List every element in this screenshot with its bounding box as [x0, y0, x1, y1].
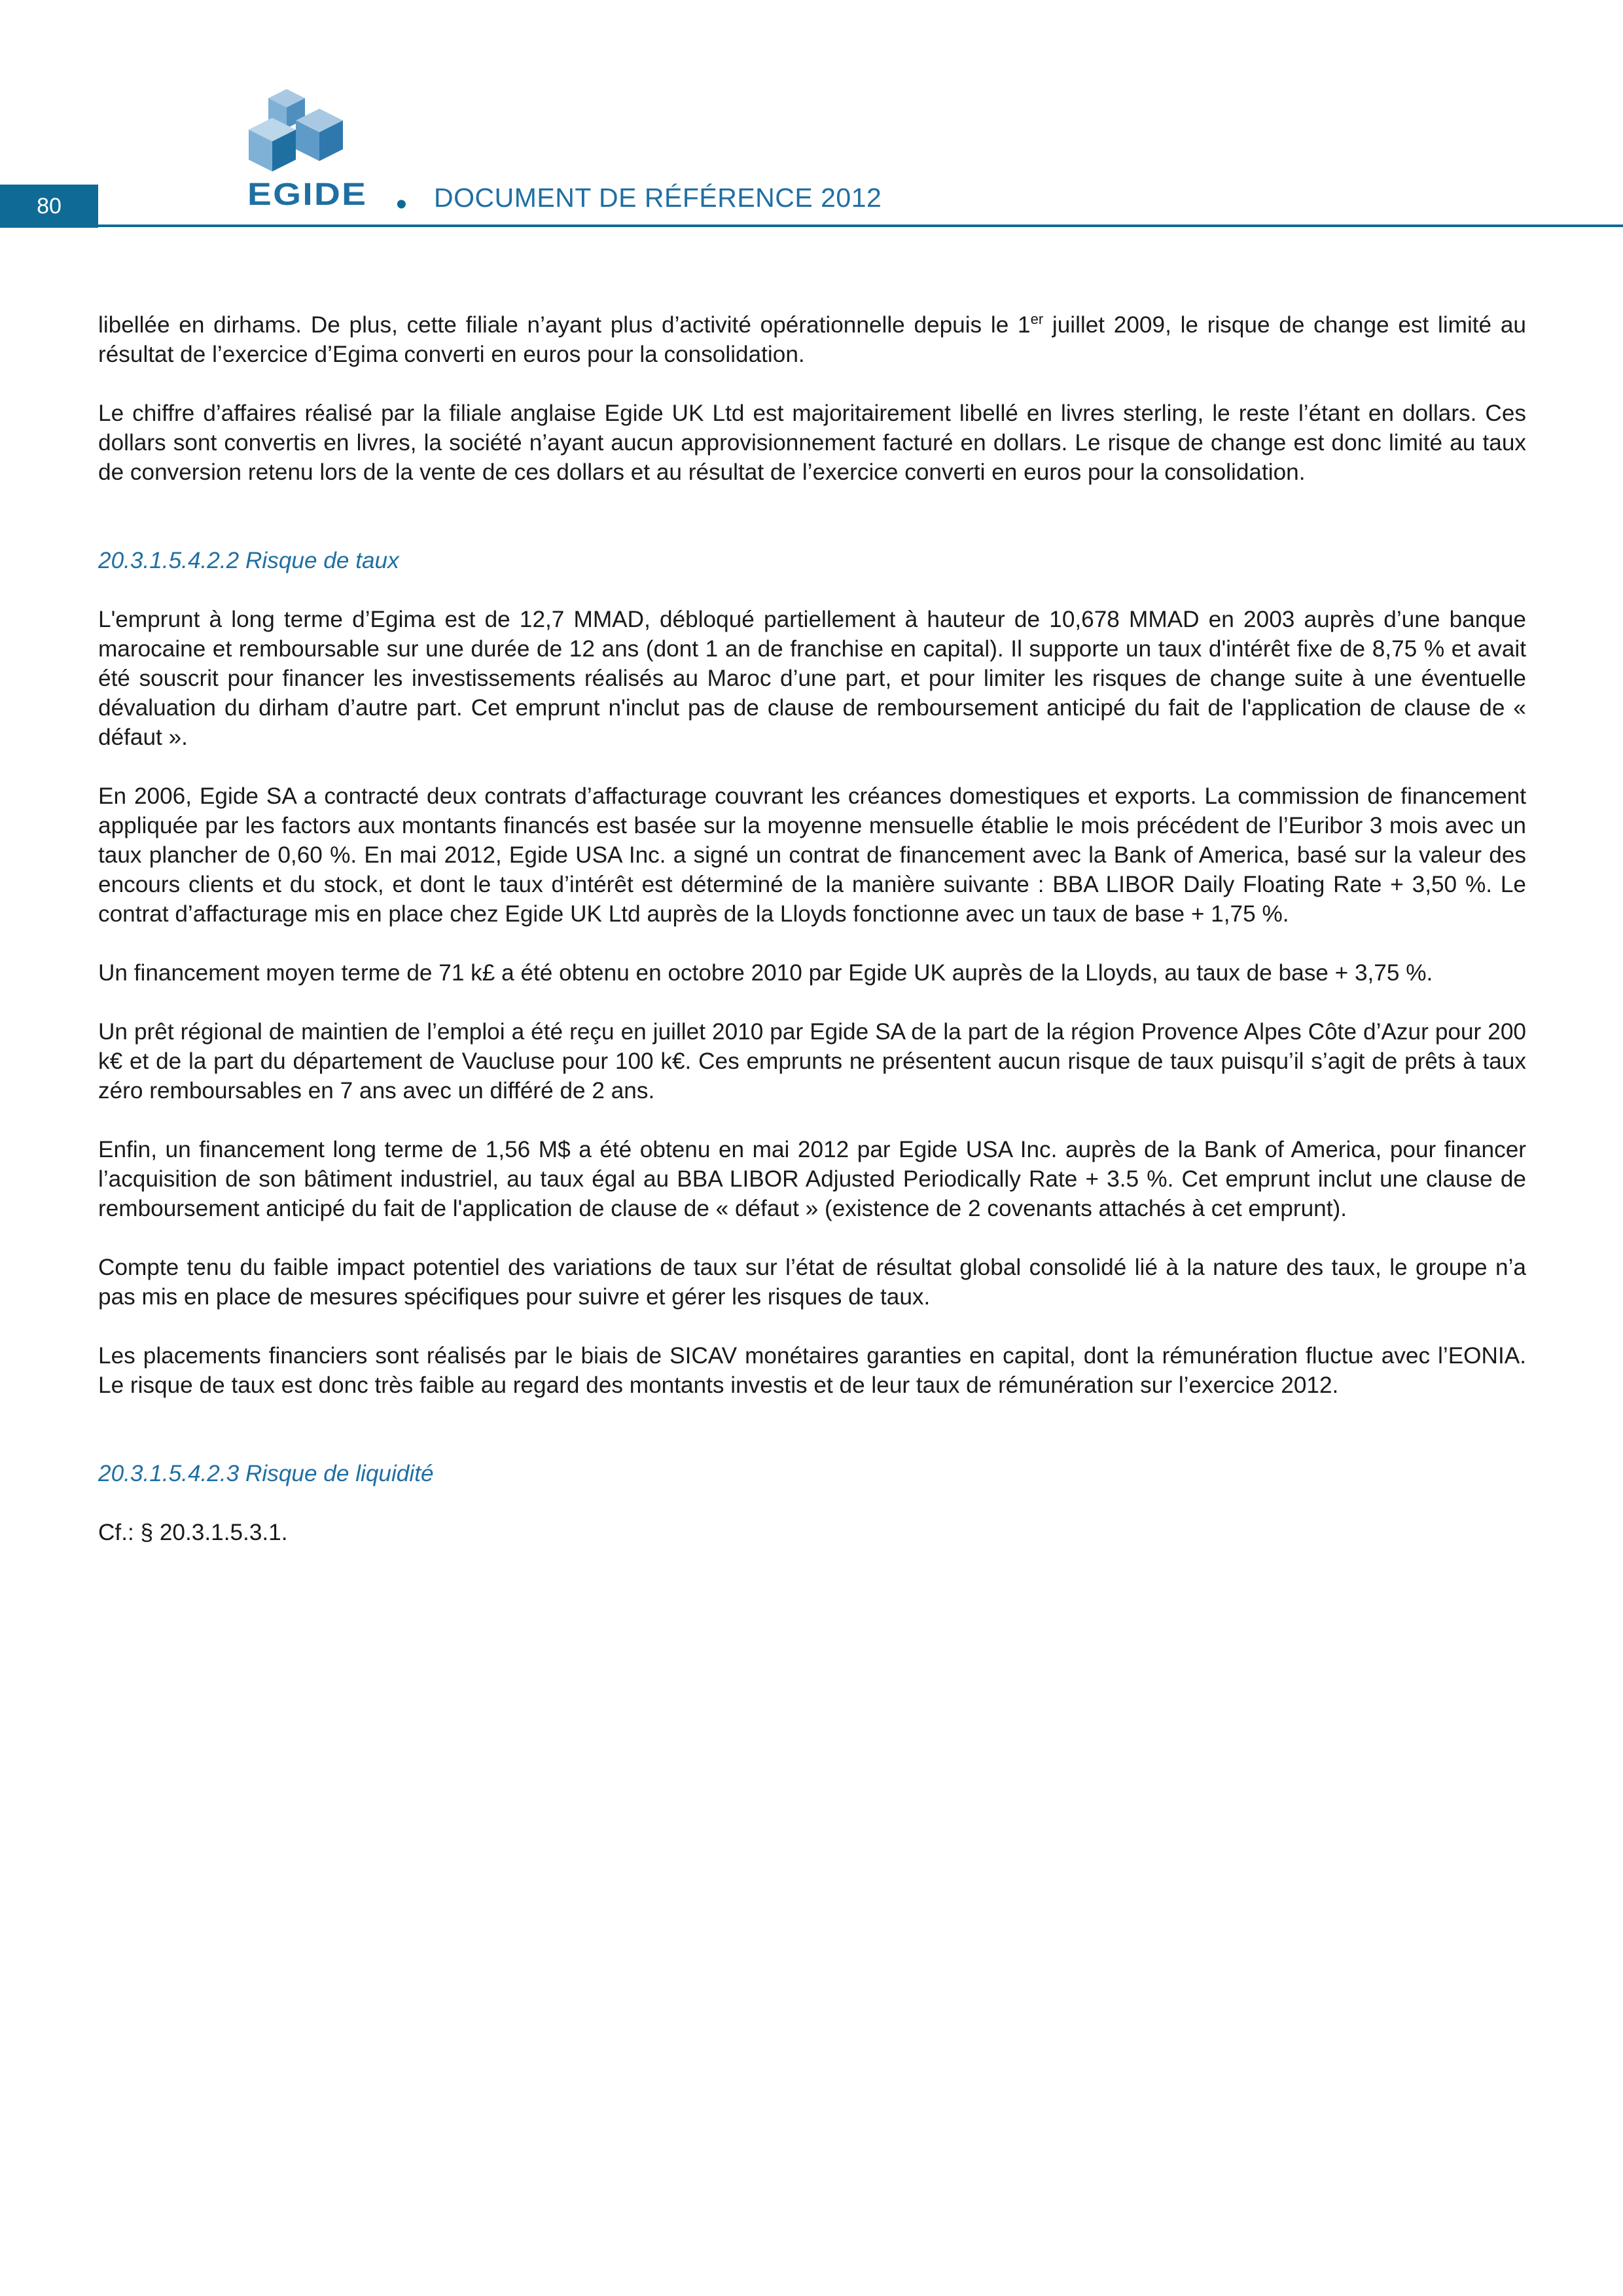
section-heading-risque-de-liquidite: 20.3.1.5.4.2.3 Risque de liquidité	[98, 1461, 434, 1486]
paragraph-egide-uk: Le chiffre d’affaires réalisé par la filiale anglaise Egide UK Ltd est majoritairement libellé en livres sterling, le reste l’étant en dollars. Ces dollars sont convertis en livres, la société n’ayant aucun approvisionnement facturé en dollars. Le risque de change est donc limité au taux de conversion retenu lors de la vente de ces dollars et au résultat de l’exercice converti en euros pour la consolidation.	[98, 401, 1526, 485]
header-bullet: •	[396, 187, 407, 222]
paragraph-financement-bank-of-america: Enfin, un financement long terme de 1,56 M$ a été obtenu en mai 2012 par Egide USA Inc. auprès de la Bank of America, pour financer l’acquisition de son bâtiment industriel, au taux égal au BBA LIBOR Adjusted Periodically Rate + 3.5 %. Cet emprunt inclut une clause de remboursement anticipé du fait de l'application de clause de « défaut » (existence de 2 covenants attachés à cet emprunt).	[98, 1137, 1526, 1221]
paragraph-change-egima: libellée en dirhams. De plus, cette filiale n’ayant plus d’activité opérationnelle depuis le 1er juillet 2009, le risque de change est limité au résultat de l’exercice d’Egima converti en euros pour la consolidation.	[98, 311, 1526, 367]
paragraph-cross-reference: Cf.: § 20.3.1.5.3.1.	[98, 1520, 288, 1545]
page-body	[98, 310, 1526, 1577]
logo-wordmark: EGIDE	[247, 177, 368, 212]
header-rule	[98, 224, 1623, 227]
section-heading-risque-de-taux: 20.3.1.5.4.2.2 Risque de taux	[98, 548, 399, 573]
paragraph-placements-sicav: Les placements financiers sont réalisés par le biais de SICAV monétaires garanties en capital, dont la rémunération fluctue avec l’EONIA. Le risque de taux est donc très faible au regard des montants investis et de leur taux de rémunération sur l’exercice 2012.	[98, 1343, 1526, 1398]
paragraph-affacturage: En 2006, Egide SA a contracté deux contrats d’affacturage couvrant les créances domestiques et exports. La commission de financement appliquée par les factors aux montants financés est basée sur la moyenne mensuelle établie le mois précédent de l’Euribor 3 mois avec un taux plancher de 0,60 %. En mai 2012, Egide USA Inc. a signé un contrat de financement avec la Bank of America, basé sur la valeur des encours clients et du stock, et dont le taux d’intérêt est déterminé de la manière suivante : BBA LIBOR Daily Floating Rate + 3,50 %. Le contrat d’affacturage mis en place chez Egide UK Ltd auprès de la Lloyds fonctionne avec un taux de base + 1,75 %.	[98, 783, 1526, 927]
paragraph-pret-regional: Un prêt régional de maintien de l’emploi a été reçu en juillet 2010 par Egide SA de la part de la région Provence Alpes Côte d’Azur pour 200 k€ et de la part du département de Vaucluse pour 100 k€. Ces emprunts ne présentent aucun risque de taux puisqu’il s’agit de prêts à taux zéro remboursables en 7 ans avec un différé de 2 ans.	[98, 1019, 1526, 1103]
paragraph-financement-lloyds: Un financement moyen terme de 71 k£ a été obtenu en octobre 2010 par Egide UK auprès de la Lloyds, au taux de base + 3,75 %.	[98, 960, 1433, 986]
page-number: 80	[0, 185, 98, 228]
paragraph-emprunt-egima: L'emprunt à long terme d’Egima est de 12,7 MMAD, débloqué partiellement à hauteur de 10,678 MMAD en 2003 auprès d’une banque marocaine et remboursable sur une durée de 12 ans (dont 1 an de franchise en capital). Il supporte un taux d'intérêt fixe de 8,75 % et avait été souscrit pour financer les investissements réalisés au Maroc d’une part, et pour limiter les risques de change suite à une éventuelle dévaluation du dirham d’autre part. Cet emprunt n'inclut pas de clause de remboursement anticipé du fait de l'application de clause de « défaut ».	[98, 607, 1526, 750]
paragraph-impact-taux: Compte tenu du faible impact potentiel des variations de taux sur l’état de résultat global consolidé lié à la nature des taux, le groupe n’a pas mis en place de mesures spécifiques pour suivre et gérer les risques de taux.	[98, 1255, 1526, 1310]
document-title: DOCUMENT DE RÉFÉRENCE 2012	[434, 183, 882, 213]
